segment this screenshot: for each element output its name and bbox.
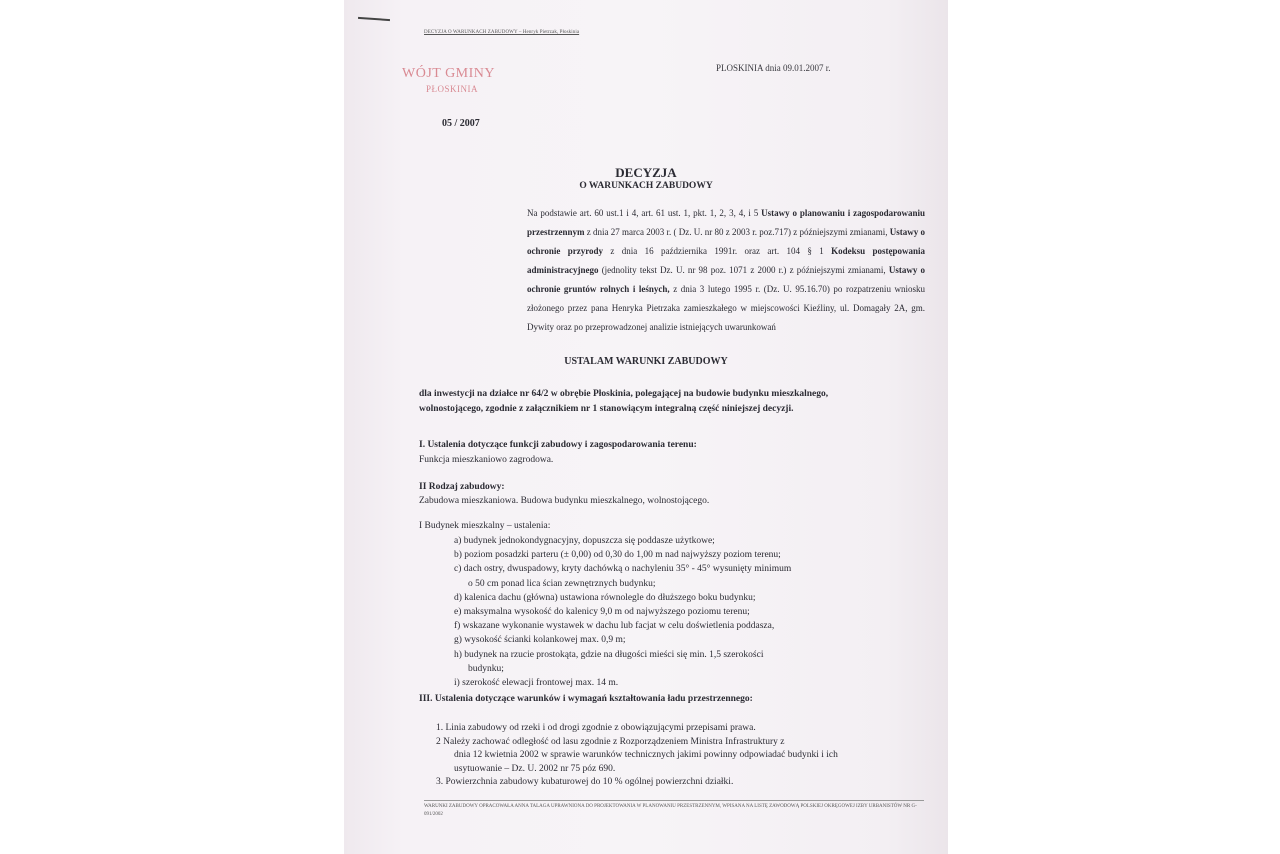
list-item: d) kalenica dachu (główna) ustawiona równolegle do dłuższego boku budynku;	[454, 592, 756, 603]
ustalam-heading: USTALAM WARUNKI ZABUDOWY	[564, 356, 728, 367]
stamp-line-2: PŁOSKINIA	[426, 84, 479, 94]
intro-p1-bold: Ustawy o planowaniu i zagospodarowaniu przestrzennym	[527, 208, 926, 237]
intro-p1: Na podstawie art. 60 ust.1 i 4, art. 61 ust. 1, pkt. 1, 2, 3, 4, i 5	[527, 208, 759, 218]
section-2-value: Zabudowa mieszkaniowa. Budowa budynku mieszkalnego, wolnostojącego.	[419, 496, 710, 506]
intro-p2: z dnia 27 marca 2003 r. ( Dz. U. nr 80 z 2003 r. poz.717) z późniejszymi zmianami,	[586, 227, 888, 237]
list-item: 2 Należy zachować odległość od lasu zgodnie z Rozporządzeniem Ministra Infrastruktury z	[436, 736, 785, 747]
list-item: e) maksymalna wysokość do kalenicy 9,0 m od najwyższego poziomu terenu;	[454, 607, 750, 618]
footer-note: WARUNKI ZABUDOWY OPRACOWAŁA ANNA TALAGA UPRAWNIONA DO PROJEKTOWANIA W PLANOWANIU PRZESTRZENNYM, WPISANA NA LISTĘ ZAWODOWĄ POLSKIEJ OKRĘGOWEJ IZBY URBANISTÓW NR G-091/2002	[424, 800, 924, 819]
list-item: h) budynek na rzucie prostokąta, gdzie na długości mieści się min. 1,5 szerokości	[454, 649, 764, 660]
list-item: usytuowanie – Dz. U. 2002 nr 75 póz 690.	[454, 763, 616, 774]
document-page	[344, 0, 948, 854]
intro-p3-bold: Ustawy o ochronie przyrody	[527, 227, 926, 256]
section-3-items	[436, 722, 838, 790]
budynek-heading: I Budynek mieszkalny – ustalenia:	[419, 521, 551, 531]
list-item: f) wskazane wykonanie wystawek w dachu lub facjat w celu doświetlenia poddasza,	[454, 621, 775, 632]
section-1-heading: I. Ustalenia dotyczące funkcji zabudowy i zagospodarowania terenu:	[419, 440, 697, 450]
document-subtitle: O WARUNKACH ZABUDOWY	[579, 181, 713, 191]
list-item: 1. Linia zabudowy od rzeki i od drogi zgodnie z obowiązującymi przepisami prawa.	[436, 723, 756, 733]
list-item: o 50 cm ponad lica ścian zewnętrznych budynku;	[468, 578, 656, 589]
list-item: g) wysokość ścianki kolankowej max. 0,9 m;	[454, 635, 626, 646]
stamp-line-1: WÓJT GMINY	[402, 66, 496, 81]
intro-p5-bold: Ustawy o ochronie gruntów rolnych i leśnych,	[527, 265, 926, 294]
list-item: c) dach ostry, dwuspadowy, kryty dachówką o nachyleniu 35° - 45° wysunięty minimum	[454, 564, 792, 575]
intro-p4: (jednolity tekst Dz. U. nr 98 poz. 1071 z 2000 r.) z późniejszymi zmianami,	[601, 265, 886, 275]
investment-description: dla inwestycji na działce nr 64/2 w obrębie Płoskinia, polegającej na budowie budynku mieszkalnego, wolnostojącego, zgodnie z załącznikiem nr 1 stanowiącym integralną część niniejszej decyzji.	[419, 389, 829, 414]
list-item: a) budynek jednokondygnacyjny, dopuszcza się poddasze użytkowe;	[454, 536, 715, 546]
intro-p5: z dnia 3 lutego 1995 r. (Dz. U. 95.16.70) po rozpatrzeniu wniosku złożonego przez pana Henryka Pietrzaka zamieszkałego w miejscowości Kieźliny, ul. Domagały 2A, gm. Dywity oraz po przeprowadzonej analizie istniejących uwarunkowań	[527, 284, 925, 332]
page-edge-mark	[358, 17, 390, 21]
date-line: PLOSKINIA dnia 09.01.2007 r.	[716, 63, 831, 73]
header-line: DECYZJA O WARUNKACH ZABUDOWY – Henryk Pietrzak, Płoskinia	[424, 30, 580, 35]
intro-p4-bold: Kodeksu postępowania administracyjnego	[527, 246, 925, 275]
intro-paragraph	[417, 204, 925, 337]
section-2-heading: II Rodzaj zabudowy:	[419, 482, 505, 492]
budynek-items	[454, 534, 791, 690]
list-item: 3. Powierzchnia zabudowy kubaturowej do 10 % ogólnej powierzchni działki.	[436, 777, 734, 788]
list-item: budynku;	[468, 663, 504, 674]
list-item: b) poziom posadzki parteru (± 0,00) od 0,30 do 1,00 m nad najwyższy poziom terenu;	[454, 550, 781, 561]
section-1-value: Funkcja mieszkaniowo zagrodowa.	[419, 455, 554, 465]
document-title: DECYZJA	[615, 165, 677, 180]
list-item: dnia 12 kwietnia 2002 w sprawie warunków technicznych jakimi powinny odpowiadać budynki i ich	[454, 750, 838, 761]
list-item: i) szerokość elewacji frontowej max. 14 m.	[454, 678, 619, 689]
decision-number: 05 / 2007	[442, 118, 480, 129]
section-3-heading: III. Ustalenia dotyczące warunków i wymagań kształtowania ładu przestrzennego:	[419, 694, 753, 704]
intro-p3: z dnia 16 października 1991r. oraz art. 104 § 1	[610, 246, 824, 256]
